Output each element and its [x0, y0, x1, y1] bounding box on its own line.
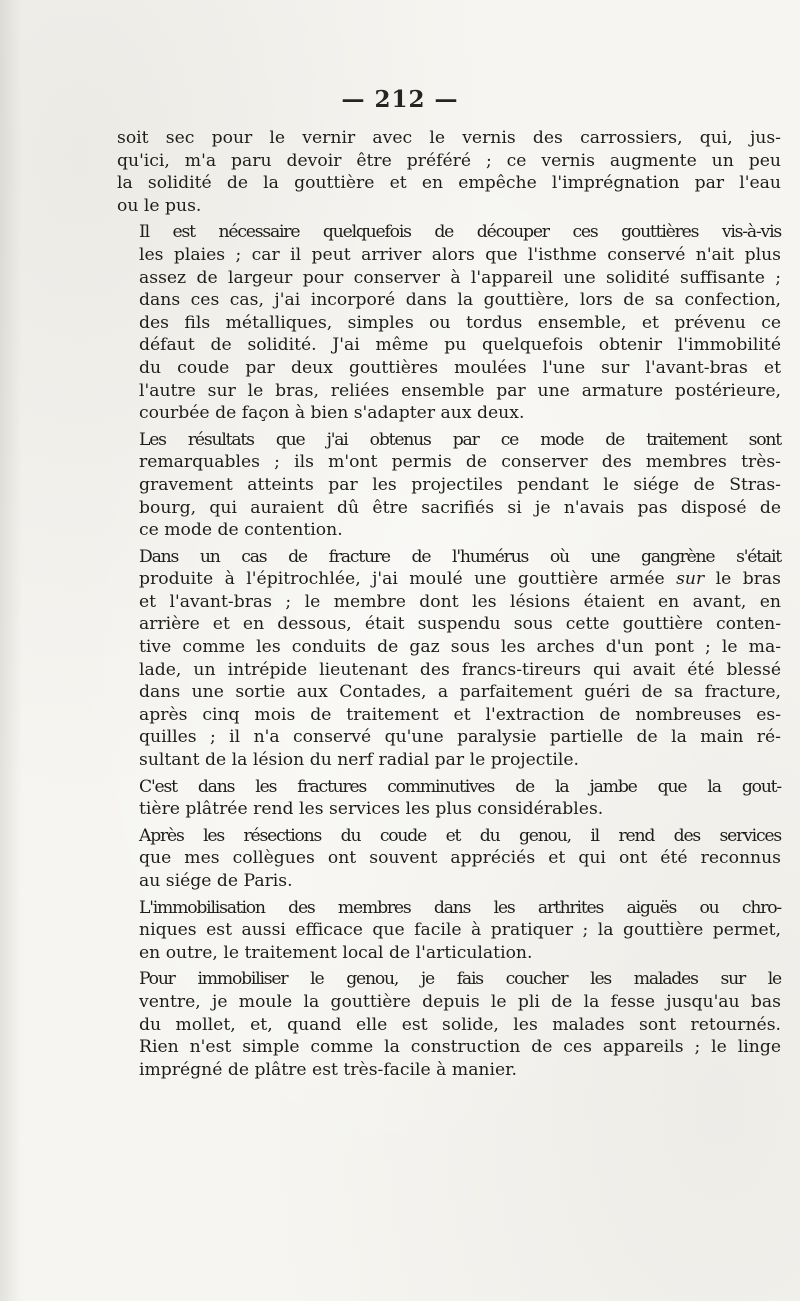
italic-word: sur: [676, 569, 705, 590]
text-line: quilles ; il n'a conservé qu'une paralysie partielle de la main ré-: [139, 727, 781, 748]
text-line: sultant de la lésion du nerf radial par le projectile.: [139, 750, 579, 771]
text-line: qu'ici, m'a paru devoir être préféré ; ce vernis augmente un peu: [117, 150, 781, 171]
page-edge-shadow: [0, 0, 22, 1301]
text-line: dans une sortie aux Contades, a parfaitement guéri de sa fracture,: [139, 682, 781, 703]
paragraph: [117, 221, 781, 424]
paragraph: [117, 546, 781, 772]
paragraph: [117, 776, 781, 821]
text-line: tive comme les conduits de gaz sous les arches d'un pont ; le ma-: [139, 637, 781, 658]
text-line: en outre, le traitement local de l'articulation.: [139, 942, 533, 963]
paragraph: [117, 968, 781, 1081]
text-line: ou le pus.: [117, 195, 202, 216]
text-line: ce mode de contention.: [139, 520, 343, 541]
text-line: Pour immobiliser le genou, je fais coucher les malades sur le: [139, 969, 781, 990]
text-line: dans ces cas, j'ai incorporé dans la gouttière, lors de sa confection,: [139, 290, 781, 311]
text-line: lade, un intrépide lieutenant des francs-tireurs qui avait été blessé: [139, 659, 781, 680]
text-line: du mollet, et, quand elle est solide, les malades sont retournés.: [139, 1014, 781, 1035]
text-line: Rien n'est simple comme la construction de ces appareils ; le linge: [139, 1037, 781, 1058]
paragraph: [117, 429, 781, 542]
text-line: après cinq mois de traitement et l'extraction de nombreuses es-: [139, 704, 781, 725]
text-line: C'est dans les fractures comminutives de la jambe que la gout-: [139, 776, 781, 797]
text-line: au siége de Paris.: [139, 871, 293, 891]
text-line: défaut de solidité. J'ai même pu quelquefois obtenir l'immobilité: [139, 335, 781, 356]
text-line: l'autre sur le bras, reliées ensemble par une armature postérieure,: [139, 380, 781, 401]
paragraph: [117, 127, 781, 217]
text-line: Les résultats que j'ai obtenus par ce mode de traitement sont: [139, 429, 781, 450]
text-line: niques est aussi efficace que facile à pratiquer ; la gouttière permet,: [139, 920, 781, 941]
text-line: soit sec pour le vernir avec le vernis des carrossiers, qui, jus-: [117, 128, 781, 148]
body-text: [117, 127, 781, 1085]
text-line: assez de largeur pour conserver à l'appareil une solidité suffisante ;: [139, 267, 781, 288]
text-line: Dans un cas de fracture de l'humérus où une gangrène s'était: [139, 546, 781, 567]
text-line: du coude par deux gouttières moulées l'une sur l'avant-bras et: [139, 357, 781, 378]
text-line: L'immobilisation des membres dans les arthrites aiguës ou chro-: [139, 897, 781, 918]
paragraph: [117, 825, 781, 893]
text-line: Après les résections du coude et du genou, il rend des services: [139, 825, 781, 846]
text-line: ventre, je moule la gouttière depuis le pli de la fesse jusqu'au bas: [139, 991, 781, 1012]
text-line: courbée de façon à bien s'adapter aux deux.: [139, 403, 525, 424]
paragraph: [117, 897, 781, 965]
text-line: Il est nécessaire quelquefois de découper ces gouttières vis-à-vis: [139, 222, 781, 243]
text-line: bourg, qui auraient dû être sacrifiés si je n'avais pas disposé de: [139, 497, 781, 518]
text-line: des fils métalliques, simples ou tordus ensemble, et prévenu ce: [139, 312, 781, 333]
text-line: la solidité de la gouttière et en empêche l'imprégnation par l'eau: [117, 173, 781, 194]
text-line: gravement atteints par les projectiles pendant le siége de Stras-: [139, 474, 781, 495]
page-number: — 212 —: [341, 86, 459, 113]
text-line: tière plâtrée rend les services les plus considérables.: [139, 799, 604, 820]
text-line: arrière et en dessous, était suspendu sous cette gouttière conten-: [139, 614, 781, 635]
text-line: les plaies ; car il peut arriver alors que l'isthme conservé n'ait plus: [139, 244, 781, 265]
text-line: imprégné de plâtre est très-facile à manier.: [139, 1059, 517, 1080]
text-line: produite à l'épitrochlée, j'ai moulé une gouttière armée sur le bras: [139, 569, 781, 590]
text-line: que mes collègues ont souvent appréciés et qui ont été reconnus: [139, 848, 781, 869]
text-line: remarquables ; ils m'ont permis de conserver des membres très-: [139, 452, 781, 473]
text-line: et l'avant-bras ; le membre dont les lésions étaient en avant, en: [139, 591, 781, 612]
